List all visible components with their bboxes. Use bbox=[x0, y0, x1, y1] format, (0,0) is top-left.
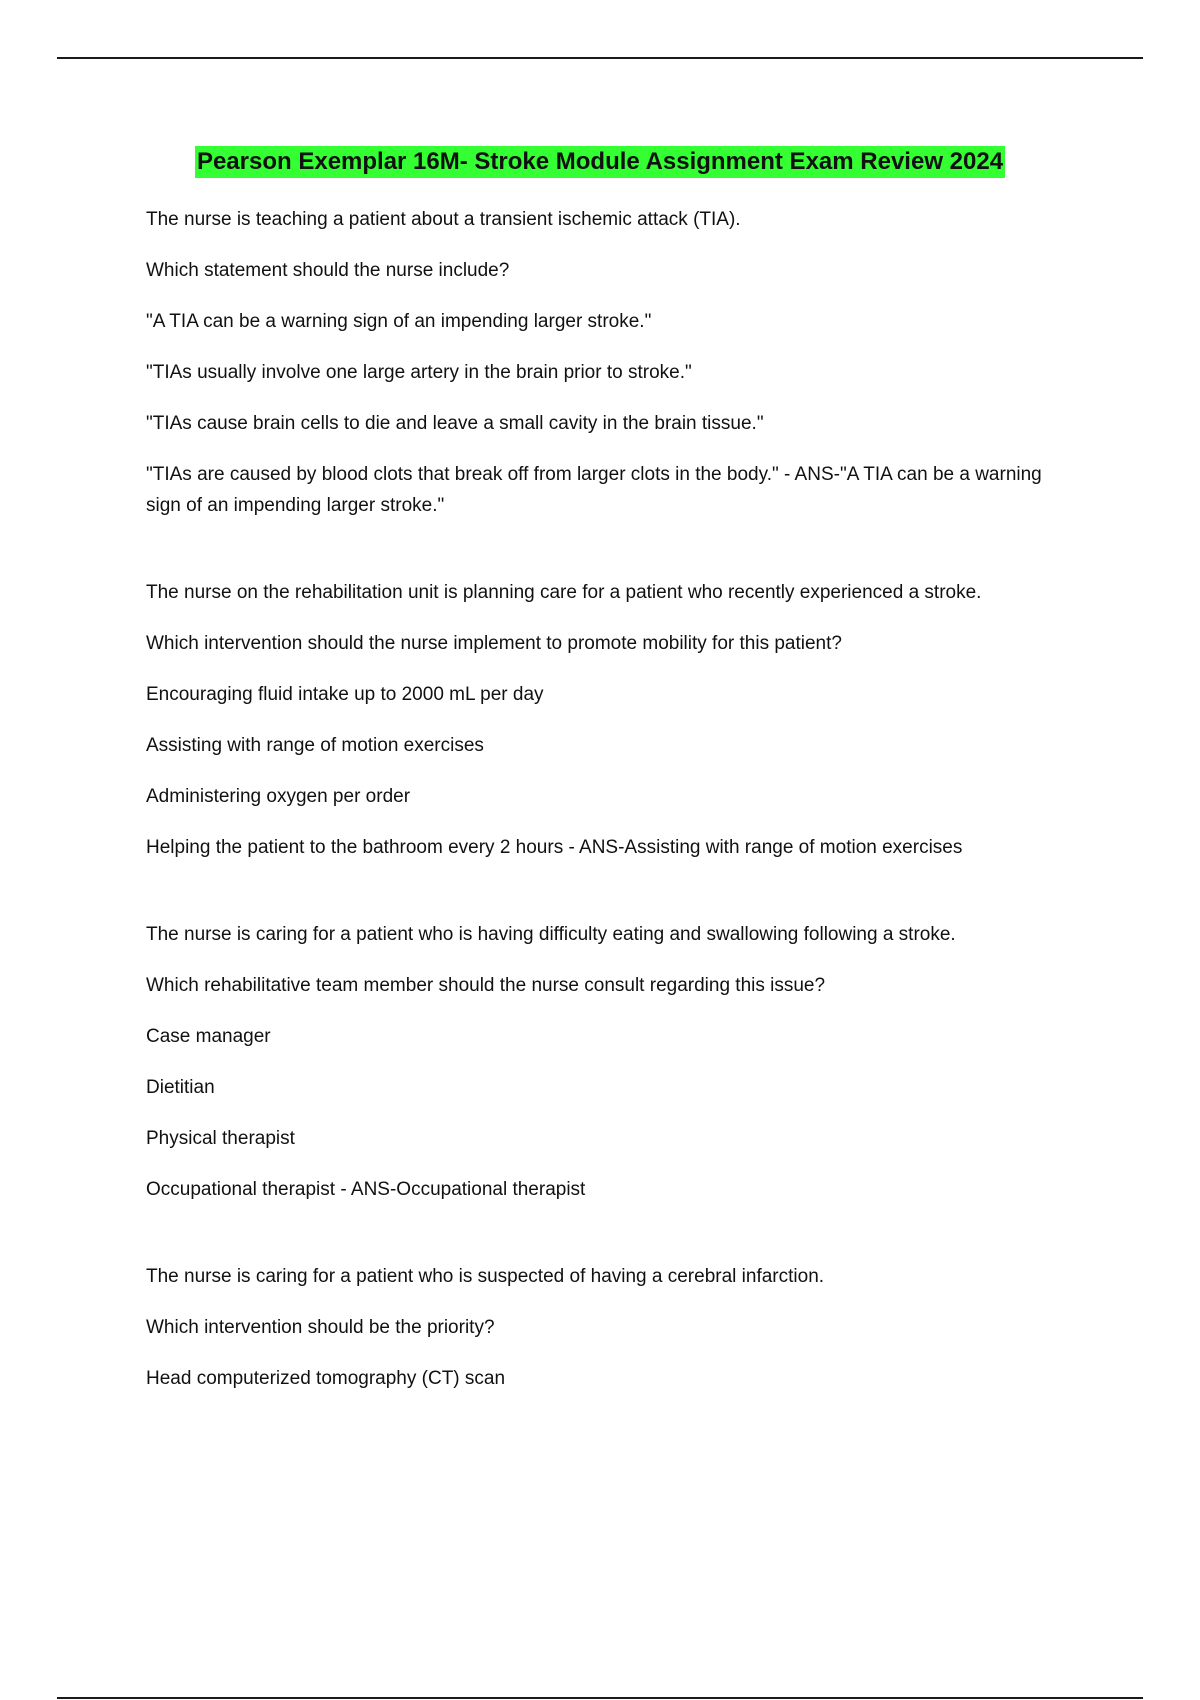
document-title: Pearson Exemplar 16M- Stroke Module Assignment Exam Review 2024 bbox=[195, 146, 1005, 178]
answer-option: Dietitian bbox=[146, 1077, 215, 1098]
question-stem: The nurse on the rehabilitation unit is planning care for a patient who recently experienced a stroke. bbox=[146, 582, 982, 603]
question-block bbox=[146, 577, 1066, 863]
answer-option: Assisting with range of motion exercises bbox=[146, 735, 484, 756]
answer-option-with-key: "TIAs are caused by blood clots that break off from larger clots in the body." - ANS-"A TIA can be a warning sign of an impending larger stroke." bbox=[146, 464, 1042, 516]
answer-option: Head computerized tomography (CT) scan bbox=[146, 1368, 506, 1389]
header-rule bbox=[57, 57, 1143, 59]
answer-option-with-key: Occupational therapist - ANS-Occupational therapist bbox=[146, 1179, 586, 1200]
answer-option: "TIAs usually involve one large artery in the brain prior to stroke." bbox=[146, 362, 692, 383]
answer-option: "A TIA can be a warning sign of an impending larger stroke." bbox=[146, 311, 652, 332]
question-block bbox=[146, 204, 1066, 521]
title-container bbox=[0, 146, 1200, 178]
question-prompt: Which intervention should the nurse implement to promote mobility for this patient? bbox=[146, 633, 842, 654]
question-stem: The nurse is caring for a patient who is having difficulty eating and swallowing following a stroke. bbox=[146, 924, 956, 945]
question-prompt: Which rehabilitative team member should the nurse consult regarding this issue? bbox=[146, 975, 826, 996]
answer-option: Physical therapist bbox=[146, 1128, 295, 1149]
answer-option: Administering oxygen per order bbox=[146, 786, 411, 807]
question-stem: The nurse is caring for a patient who is suspected of having a cerebral infarction. bbox=[146, 1266, 825, 1287]
question-block bbox=[146, 1261, 1066, 1394]
answer-option-with-key: Helping the patient to the bathroom every 2 hours - ANS-Assisting with range of motion exercises bbox=[146, 837, 963, 858]
footer-rule bbox=[57, 1697, 1143, 1699]
question-stem: The nurse is teaching a patient about a transient ischemic attack (TIA). bbox=[146, 209, 741, 230]
answer-option: Case manager bbox=[146, 1026, 271, 1047]
question-prompt: Which statement should the nurse include? bbox=[146, 260, 510, 281]
answer-option: "TIAs cause brain cells to die and leave a small cavity in the brain tissue." bbox=[146, 413, 764, 434]
document-body bbox=[146, 204, 1066, 1450]
question-prompt: Which intervention should be the priority? bbox=[146, 1317, 495, 1338]
answer-option: Encouraging fluid intake up to 2000 mL per day bbox=[146, 684, 544, 705]
question-block bbox=[146, 919, 1066, 1205]
